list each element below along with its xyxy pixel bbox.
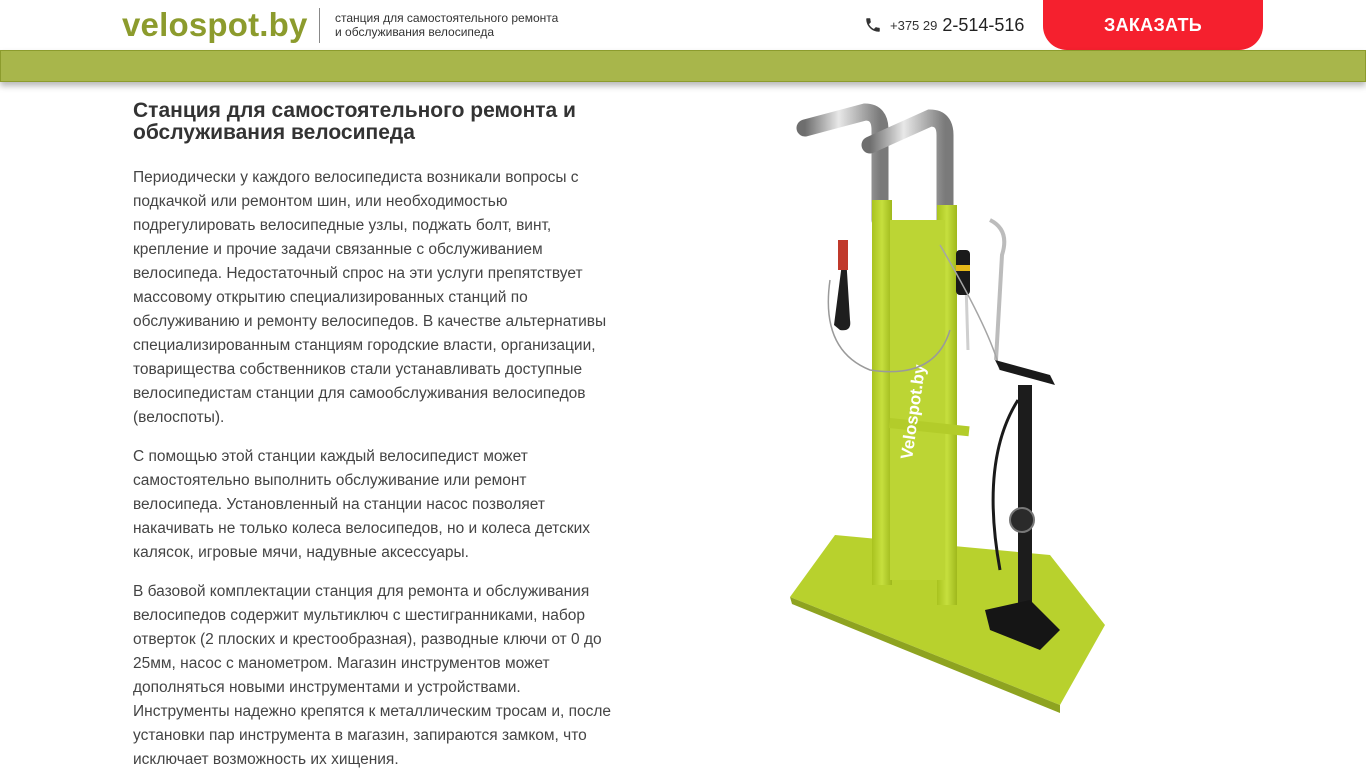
- main-content: [133, 100, 613, 768]
- phone-number[interactable]: 2-514-516: [942, 14, 1025, 35]
- phone-icon: [864, 16, 882, 34]
- paragraph-usage: С помощью этой станции каждый велосипедист может самостоятельно выполнить обслуживание или ремонт велосипеда. Установленный на станции насос позволяет накачивать не только колеса велосипедов, но и колеса детских калясок, игровые мячи, надувные аксессуары.: [133, 448, 591, 561]
- header-divider: [319, 8, 320, 43]
- site-tagline: станция для самостоятельного ремонта и обслуживания велосипеда: [335, 11, 559, 39]
- phone-contact[interactable]: [864, 14, 1024, 36]
- product-image-repair-stand: [760, 100, 1130, 715]
- paragraph-equipment: В базовой комплектации станция для ремонта и обслуживания велосипедов содержит мультиключ с шестигранниками, набор отверток (2 плоских и крестообразная), разводные ключи от 0 до 25мм, насос с манометром. Магазин инструментов может дополняться новыми инструментами и устройствами. Инструменты надежно крепятся к металлическим тросам и, после установки пар инструмента в магазин, запираются замком, что исключает возможность их хищения.: [133, 583, 612, 768]
- stand-label: Velospot.by: [897, 363, 930, 461]
- paragraph-intro: Периодически у каждого велосипедиста возникали вопросы с подкачкой или ремонтом шин, или необходимостью подрегулировать велосипедные узлы, поджать болт, винт, крепление и прочие задачи связанные с обслуживанием велосипеда. Недостаточный спрос на эти услуги препятствует массовому открытию специализированных станций по обслуживанию и ремонту велосипедов. В качестве альтернативы специализированным станциям городские власти, организации, товарищества собственников стали устанавливать доступные велосипедистам станции для самообслуживания велосипедов (велоспоты).: [133, 169, 607, 426]
- stand-frame: [872, 200, 970, 605]
- phone-code: +375 29: [890, 17, 938, 33]
- order-button[interactable]: ЗАКАЗАТЬ: [1043, 0, 1263, 50]
- site-logo[interactable]: velospot.by: [122, 6, 308, 43]
- site-header: [0, 0, 1366, 50]
- green-banner-strip: [0, 50, 1366, 82]
- page-title: Станция для самостоятельного ремонта и обслуживания велосипеда: [133, 99, 576, 144]
